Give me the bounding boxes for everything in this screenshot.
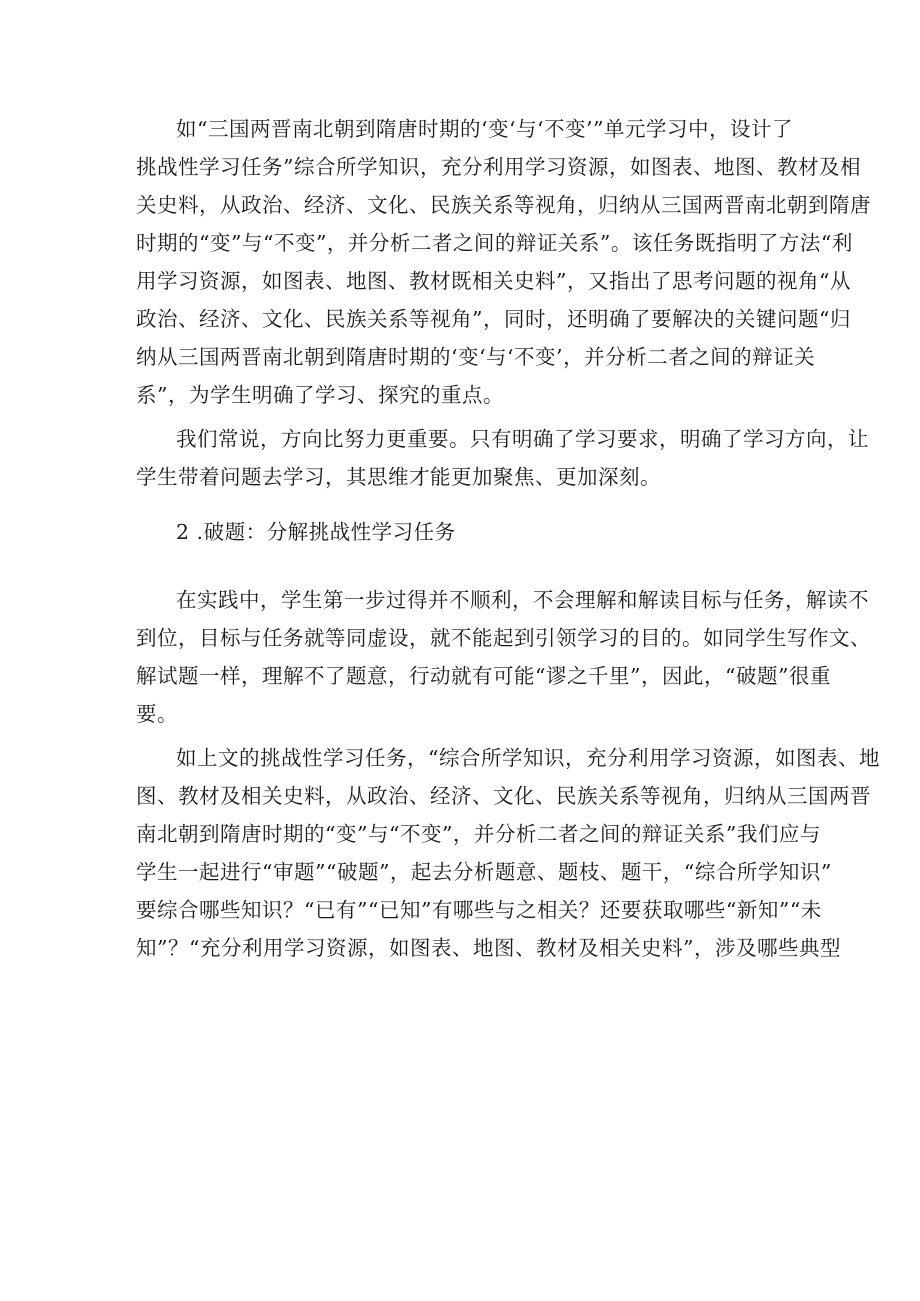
document-body <box>136 110 880 967</box>
paragraph-3-line-1: 在实践中，学生第一步过得并不顺利，不会理解和解读目标与任务，解读不 <box>176 588 869 612</box>
paragraph-1-line-7: 纳从三国两晋南北朝到隋唐时期的‘变‘与‘不变’，并分析二者之间的辩证关 <box>136 345 816 369</box>
paragraph-4-line-5: 要综合哪些知识？“已有”“已知”有哪些与之相关？还要获取哪些“新知”“未 <box>136 898 822 922</box>
paragraph-4-line-4: 学生一起进行“审题”“破题”，起去分析题意、题枝、题干，“综合所学知识” <box>136 860 832 884</box>
paragraph-3-line-2: 到位，目标与任务就等同虚设，就不能起到引领学习的目的。如同学生写作文、 <box>136 626 871 650</box>
paragraph-1-line-3: 关史料，从政治、经济、文化、民族关系等视角，归纳从三国两晋南北朝到隋唐 <box>136 193 871 217</box>
paragraph-4-line-1: 如上文的挑战性学习任务，“综合所学知识，充分利用学习资源，如图表、地 <box>176 746 880 770</box>
paragraph-1-line-5: 用学习资源，如图表、地图、教材既相关史料”，又指出了思考问题的视角“从 <box>136 269 851 293</box>
paragraph-4-line-6: 知”？“充分利用学习资源，如图表、地图、教材及相关史料”，涉及哪些典型 <box>136 936 841 960</box>
section-heading: 2 .破题：分解挑战性学习任务 <box>176 520 456 544</box>
paragraph-3-line-4: 要。 <box>136 702 178 726</box>
paragraph-1-line-2: 挑战性学习任务”综合所学知识，充分利用学习资源，如图表、地图、教材及相 <box>136 155 861 179</box>
paragraph-4-line-3: 南北朝到隋唐时期的“变”与“不变”，并分析二者之间的辩证关系”我们应与 <box>136 822 821 846</box>
paragraph-1-line-8: 系”，为学生明确了学习、探究的重点。 <box>136 383 504 407</box>
paragraph-2-line-1: 我们常说，方向比努力更重要。只有明确了学习要求，明确了学习方向，让 <box>176 427 869 451</box>
paragraph-2-line-2: 学生带着问题去学习，其思维才能更加聚焦、更加深刻。 <box>136 465 661 489</box>
paragraph-1-line-4: 时期的“变”与“不变”，并分析二者之间的辩证关系”。该任务既指明了方法“利 <box>136 231 853 255</box>
paragraph-1-line-1: 如“三国两晋南北朝到隋唐时期的‘变‘与‘不变’”单元学习中，设计了 <box>176 117 794 141</box>
paragraph-4-line-2: 图、教材及相关史料，从政治、经济、文化、民族关系等视角，归纳从三国两晋 <box>136 784 871 808</box>
paragraph-1-line-6: 政治、经济、文化、民族关系等视角”，同时，还明确了要解决的关键问题“归 <box>136 307 851 331</box>
paragraph-3-line-3: 解试题一样，理解不了题意，行动就有可能“谬之千里”，因此，“破题”很重 <box>136 664 831 688</box>
